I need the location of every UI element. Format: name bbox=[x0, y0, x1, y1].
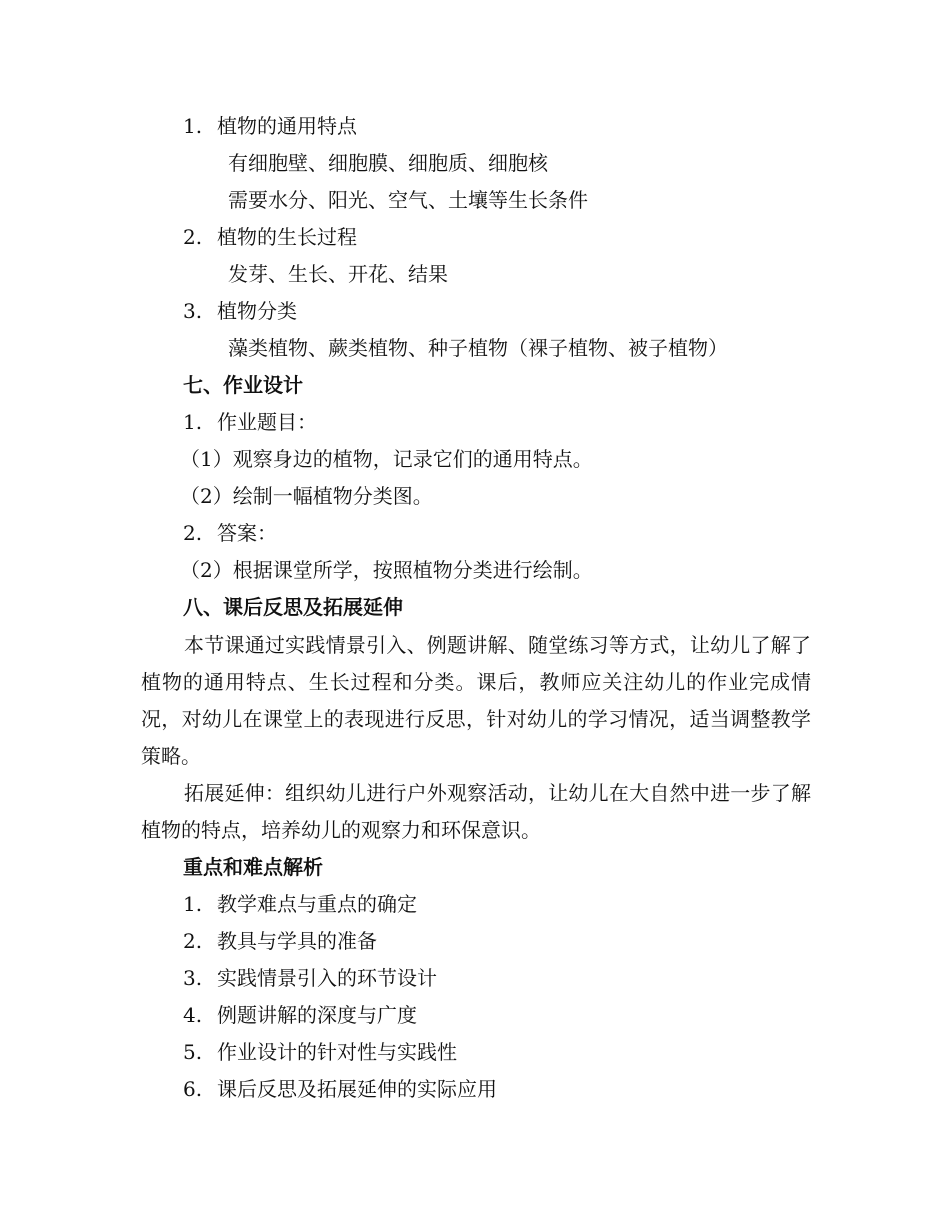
list-item-plant-classification bbox=[183, 299, 297, 323]
list-item-growth-process bbox=[183, 225, 357, 249]
list-number: 1. bbox=[183, 892, 203, 916]
list-number: 2. bbox=[183, 225, 203, 249]
key-point-item bbox=[183, 1003, 417, 1027]
list-item-plant-features bbox=[183, 114, 357, 138]
reflection-paragraph: 本节课通过实践情景引入、例题讲解、随堂练习等方式，让幼儿了解了植物的通用特点、生长过程和分类。课后，教师应关注幼儿的作业完成情况，对幼儿在课堂上的表现进行反思，针对幼儿的学习情况，适当调整教学策略。 bbox=[141, 633, 811, 768]
list-item-title: 植物的生长过程 bbox=[217, 225, 357, 249]
list-number: 3. bbox=[183, 966, 203, 990]
list-item-title: 植物的通用特点 bbox=[217, 114, 357, 138]
key-point-item bbox=[183, 929, 377, 953]
key-point-item bbox=[183, 1077, 497, 1101]
section-heading-key-points: 重点和难点解析 bbox=[183, 855, 323, 879]
list-number: 3. bbox=[183, 299, 203, 323]
key-point-item bbox=[183, 1040, 457, 1064]
key-point-text: 教学难点与重点的确定 bbox=[217, 892, 417, 916]
section-heading-reflection: 八、课后反思及拓展延伸 bbox=[183, 595, 403, 619]
list-number: 2. bbox=[183, 521, 203, 545]
key-point-item bbox=[183, 892, 417, 916]
key-point-text: 实践情景引入的环节设计 bbox=[217, 966, 437, 990]
homework-answer-item: （2）根据课堂所学，按照植物分类进行绘制。 bbox=[180, 558, 593, 582]
homework-question-item: （2）绘制一幅植物分类图。 bbox=[180, 484, 433, 508]
key-point-item bbox=[183, 966, 437, 990]
list-number: 4. bbox=[183, 1003, 203, 1027]
list-number: 2. bbox=[183, 929, 203, 953]
list-subitem: 有细胞壁、细胞膜、细胞质、细胞核 bbox=[228, 151, 548, 175]
list-subitem: 藻类植物、蕨类植物、种子植物（裸子植物、被子植物） bbox=[228, 336, 728, 360]
key-point-text: 作业设计的针对性与实践性 bbox=[217, 1040, 457, 1064]
key-point-text: 教具与学具的准备 bbox=[217, 929, 377, 953]
list-item-title: 作业题目： bbox=[217, 410, 317, 434]
list-number: 1. bbox=[183, 114, 203, 138]
section-heading-homework: 七、作业设计 bbox=[183, 373, 303, 397]
list-number: 1. bbox=[183, 410, 203, 434]
key-point-text: 课后反思及拓展延伸的实际应用 bbox=[217, 1077, 497, 1101]
homework-question-item: （1）观察身边的植物，记录它们的通用特点。 bbox=[180, 447, 593, 471]
list-item-title: 植物分类 bbox=[217, 299, 297, 323]
homework-answer-title bbox=[183, 521, 277, 545]
list-number: 5. bbox=[183, 1040, 203, 1064]
list-number: 6. bbox=[183, 1077, 203, 1101]
extension-paragraph: 拓展延伸：组织幼儿进行户外观察活动，让幼儿在大自然中进一步了解植物的特点，培养幼儿的观察力和环保意识。 bbox=[141, 781, 811, 842]
list-item-title: 答案： bbox=[217, 521, 277, 545]
homework-question-title bbox=[183, 410, 317, 434]
list-subitem: 发芽、生长、开花、结果 bbox=[228, 262, 448, 286]
list-subitem: 需要水分、阳光、空气、土壤等生长条件 bbox=[228, 188, 588, 212]
key-point-text: 例题讲解的深度与广度 bbox=[217, 1003, 417, 1027]
